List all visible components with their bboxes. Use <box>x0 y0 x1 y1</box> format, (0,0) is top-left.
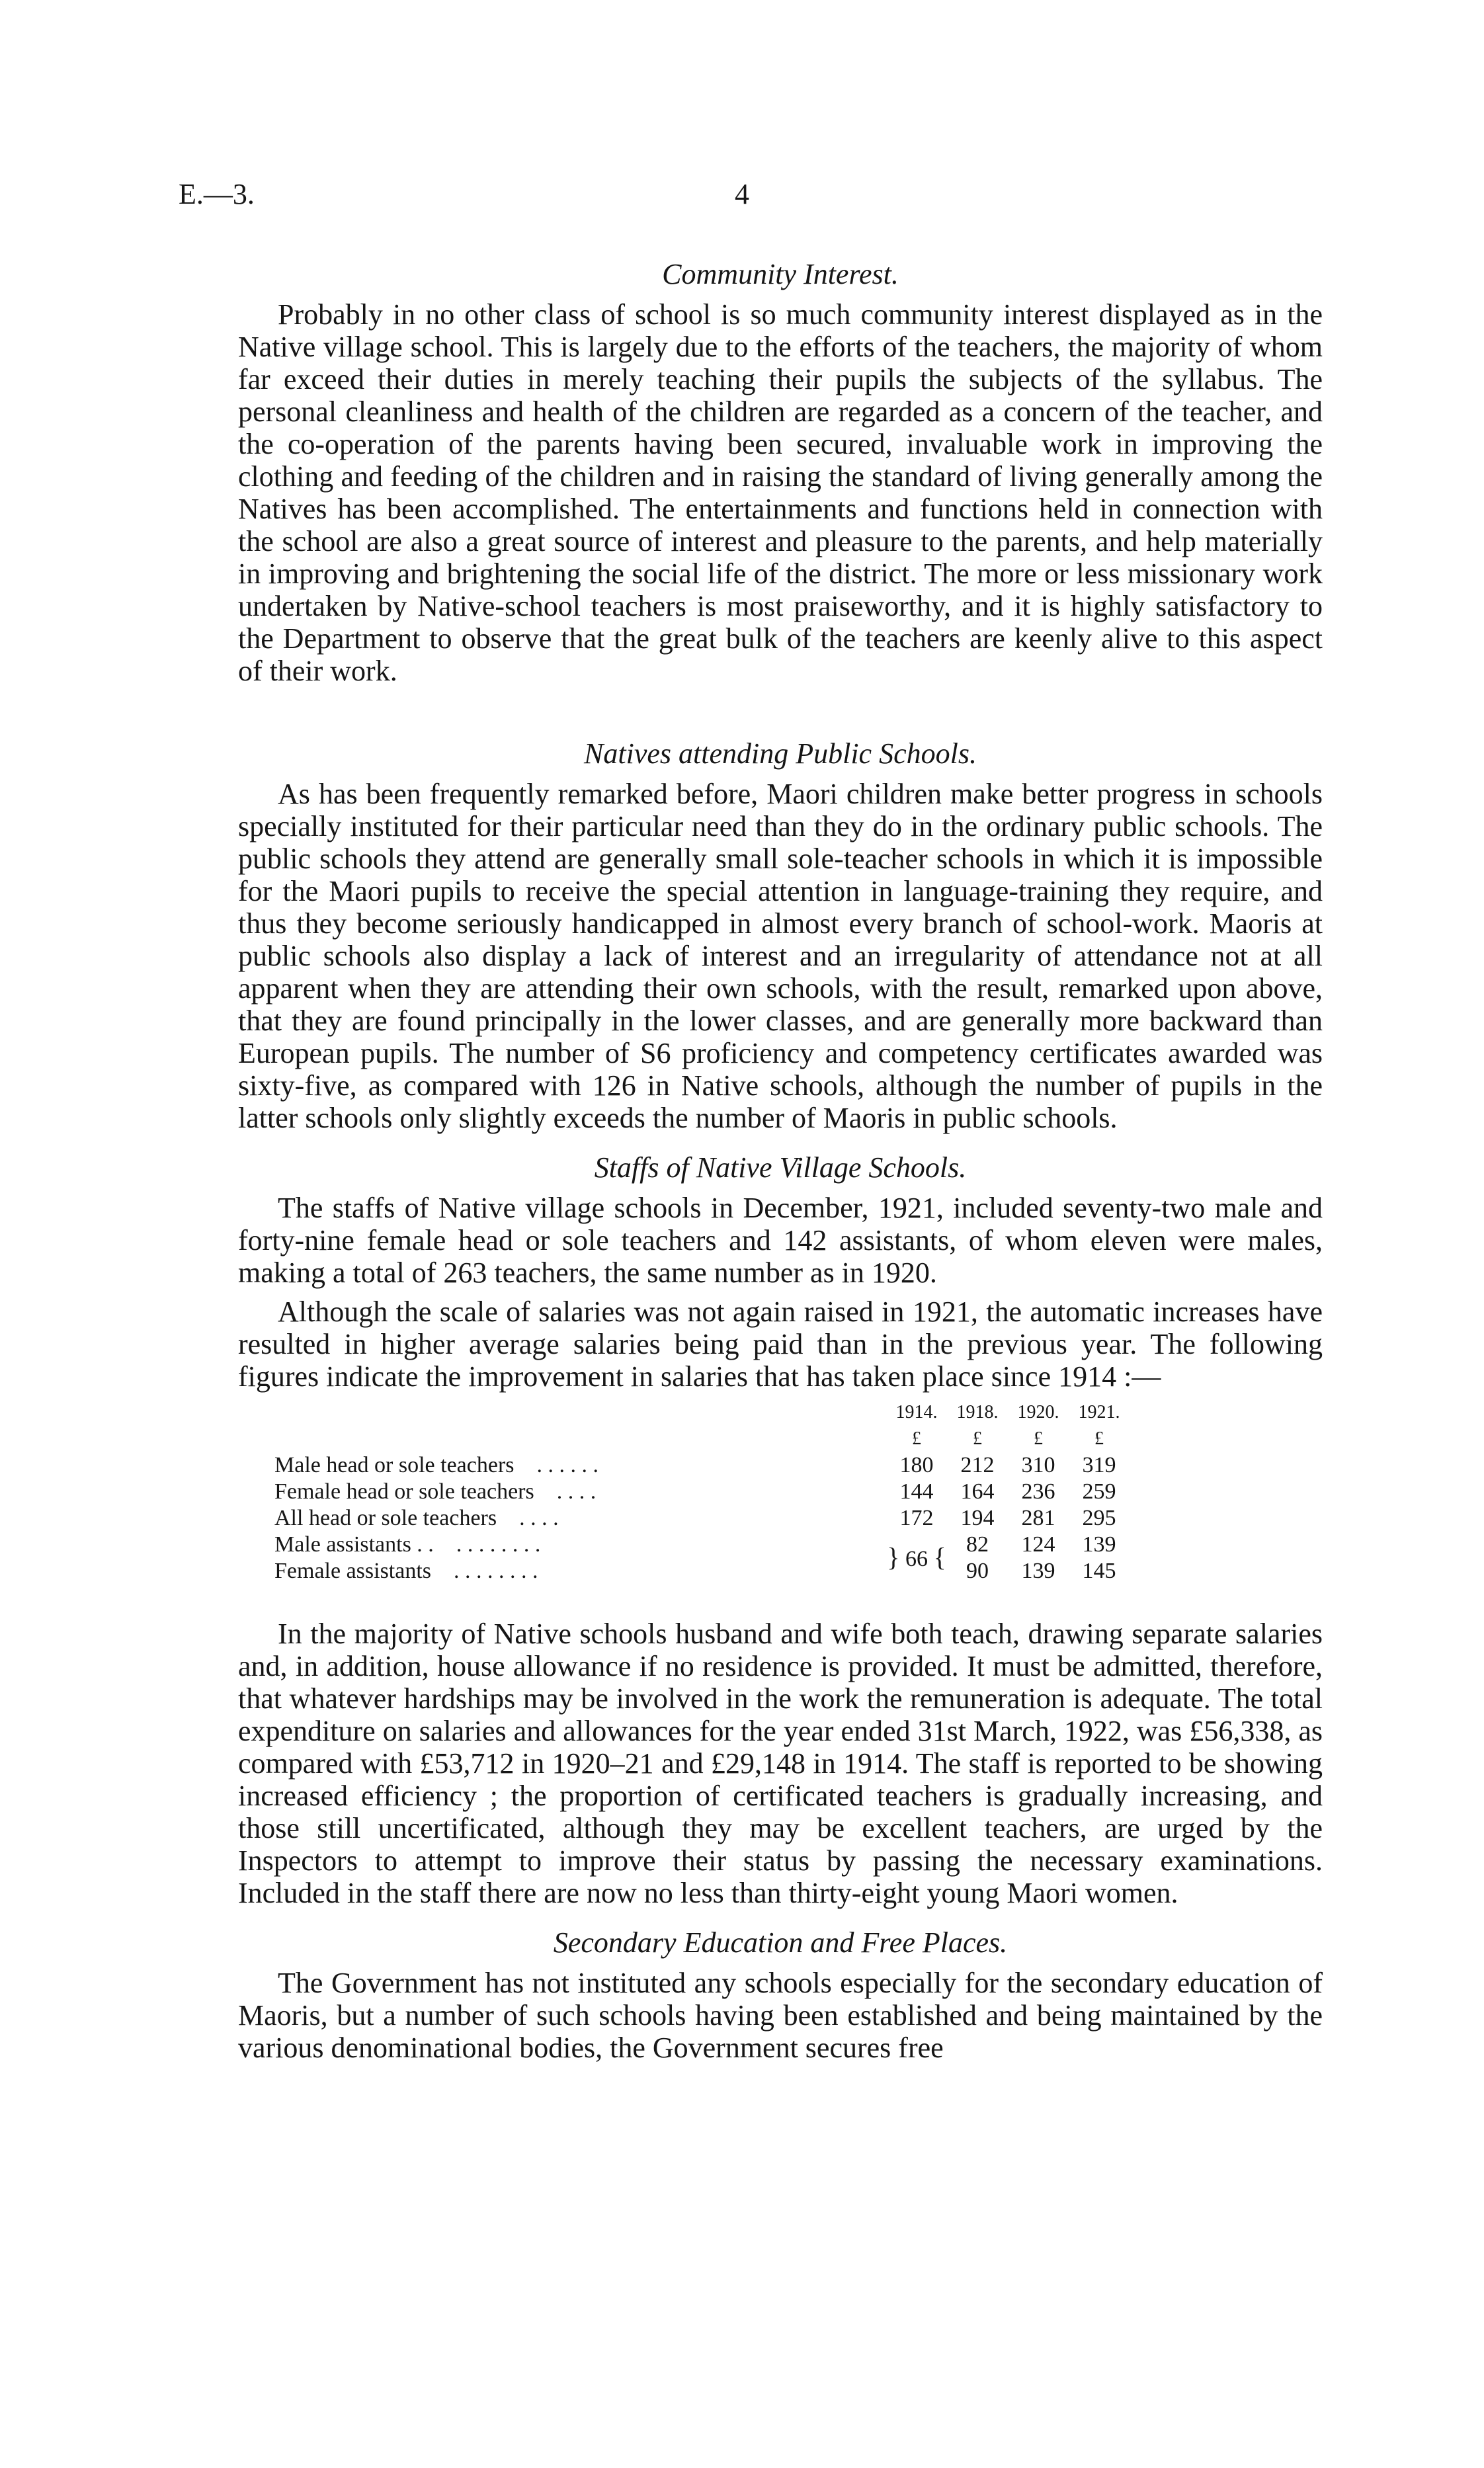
table-cell: 90 <box>966 1559 989 1583</box>
page-header <box>179 177 1305 217</box>
table-cell: 319 <box>1082 1453 1116 1477</box>
paragraph: Probably in no other class of school is so much community interest displayed as in the Native village school. This is largely due to the efforts of the teachers, the majority of whom far exceed their duties in merely teaching their pupils the subjects of the syllabus. The personal cleanliness and health of the children are regarded as a concern of the teacher, and the co-operation of the parents having been secured, invaluable work in improving the clothing and feeding of the children and in raising the standard of living generally among the Natives has been accomplished. The entertainments and functions held in connection with the school are also a great source of interest and pleasure to the parents, and help materially in improving and brightening the social life of the district. The more or less missionary work undertaken by Native-school teachers is most praiseworthy, and it is highly satisfactory to the Department to observe that the great bulk of the teachers are keenly alive to this aspect of their work. <box>238 298 1323 687</box>
page-number: 4 <box>735 178 749 210</box>
salary-table <box>274 1399 1130 1584</box>
row-label: Male head or sole teachers <box>274 1453 515 1477</box>
table-cell: 295 <box>1082 1506 1116 1530</box>
row-leaders: . . . . . . <box>536 1453 598 1477</box>
table-cell: 172 <box>899 1506 934 1530</box>
currency-unit: £ <box>912 1428 921 1449</box>
section-title-natives-public-schools: Natives attending Public Schools. <box>584 737 977 770</box>
table-cell: 310 <box>1021 1453 1055 1477</box>
row-leaders: . . . . . . . . <box>454 1559 538 1583</box>
year-header: 1914. <box>895 1402 938 1422</box>
table-cell: 194 <box>960 1506 995 1530</box>
year-header: 1921. <box>1078 1402 1120 1422</box>
salary-table-header <box>274 1399 1130 1426</box>
currency-unit: £ <box>1034 1428 1043 1449</box>
section-title-secondary-education: Secondary Education and Free Places. <box>553 1926 1008 1959</box>
row-label: All head or sole teachers <box>274 1506 497 1530</box>
table-cell: 145 <box>1082 1559 1116 1583</box>
table-cell: 259 <box>1082 1479 1116 1504</box>
table-row <box>274 1479 1130 1505</box>
row-label: Male assistants . . <box>274 1532 434 1557</box>
paragraph: Although the scale of salaries was not again raised in 1921, the automatic increases have resulted in higher average salaries being paid than in the previous year. The following figures indicate the improvement in salaries that has taken place since 1914 :— <box>238 1296 1323 1393</box>
section-title-staffs: Staffs of Native Village Schools. <box>594 1151 967 1184</box>
year-header: 1920. <box>1017 1402 1059 1422</box>
assistants-1914-value: 66 <box>905 1546 928 1571</box>
currency-unit: £ <box>1094 1428 1104 1449</box>
row-leaders: . . . . <box>519 1506 559 1530</box>
table-cell: 82 <box>966 1532 989 1557</box>
table-cell: 212 <box>960 1453 995 1477</box>
row-label: Female head or sole teachers <box>274 1479 534 1504</box>
paragraph: The Government has not instituted any schools especially for the secondary education of Maoris, but a number of such schools having been established and being maintained by the various denominational bodies, the Government secures free <box>238 1967 1323 2064</box>
table-cell: 139 <box>1021 1559 1055 1583</box>
table-cell: 164 <box>960 1479 995 1504</box>
page-body <box>238 258 1323 2071</box>
row-label: Female assistants <box>274 1559 432 1583</box>
paragraph: In the majority of Native schools husband and wife both teach, drawing separate salaries and, in addition, house allowance if no residence is provided. It must be admitted, therefore, that whatever hardships may be involved in the work the remuneration is adequate. The total expenditure on salaries and allowances for the year ended 31st March, 1922, was £56,338, as compared with £53,712 in 1920–21 and £29,148 in 1914. The staff is reported to be showing increased efficiency ; the proportion of certificated teachers is gradually increasing, and those still uncertificated, although they may be excellent teachers, are urged by the Inspectors to attempt to improve their status by passing the necessary examinations. Included in the staff there are now no less than thirty-eight young Maori women. <box>238 1618 1323 1909</box>
table-row <box>274 1558 1130 1584</box>
paragraph: The staffs of Native village schools in December, 1921, included seventy-two male and forty-nine female head or sole teachers and 142 assistants, of whom eleven were males, making a total of 263 teachers, the same number as in 1920. <box>238 1192 1323 1289</box>
section-title-community-interest: Community Interest. <box>662 258 899 290</box>
salary-table-units <box>274 1426 1130 1452</box>
table-cell: 281 <box>1021 1506 1055 1530</box>
table-row <box>274 1532 1130 1558</box>
table-row <box>274 1505 1130 1532</box>
paragraph: As has been frequently remarked before, Maori children make better progress in schools specially instituted for their particular need than they do in the ordinary public schools. The public schools they attend are generally small sole-teacher schools in which it is impossible for the Maori pupils to receive the special attention in language-training they require, and thus they become seriously handicapped in almost every branch of school-work. Maoris at public schools also display a lack of interest and an irregularity of attendance not at all apparent when they are attending their own schools, with the result, remarked upon above, that they are found principally in the lower classes, and are generally more backward than European pupils. The number of S6 proficiency and competency certificates awarded was sixty-five, as compared with 126 in Native schools, although the number of pupils in the latter schools only slightly exceeds the number of Maoris in public schools. <box>238 778 1323 1134</box>
table-cell: 124 <box>1021 1532 1055 1557</box>
year-header: 1918. <box>956 1402 999 1422</box>
table-cell-combined: } 66 { <box>887 1542 946 1572</box>
row-leaders: . . . . . . . . <box>456 1532 541 1557</box>
table-row <box>274 1452 1130 1479</box>
row-leaders: . . . . <box>556 1479 597 1504</box>
document-reference: E.—3. <box>179 178 255 210</box>
table-cell: 144 <box>899 1479 934 1504</box>
table-cell: 139 <box>1082 1532 1116 1557</box>
table-cell: 180 <box>899 1453 934 1477</box>
table-cell: 236 <box>1021 1479 1055 1504</box>
currency-unit: £ <box>973 1428 982 1449</box>
